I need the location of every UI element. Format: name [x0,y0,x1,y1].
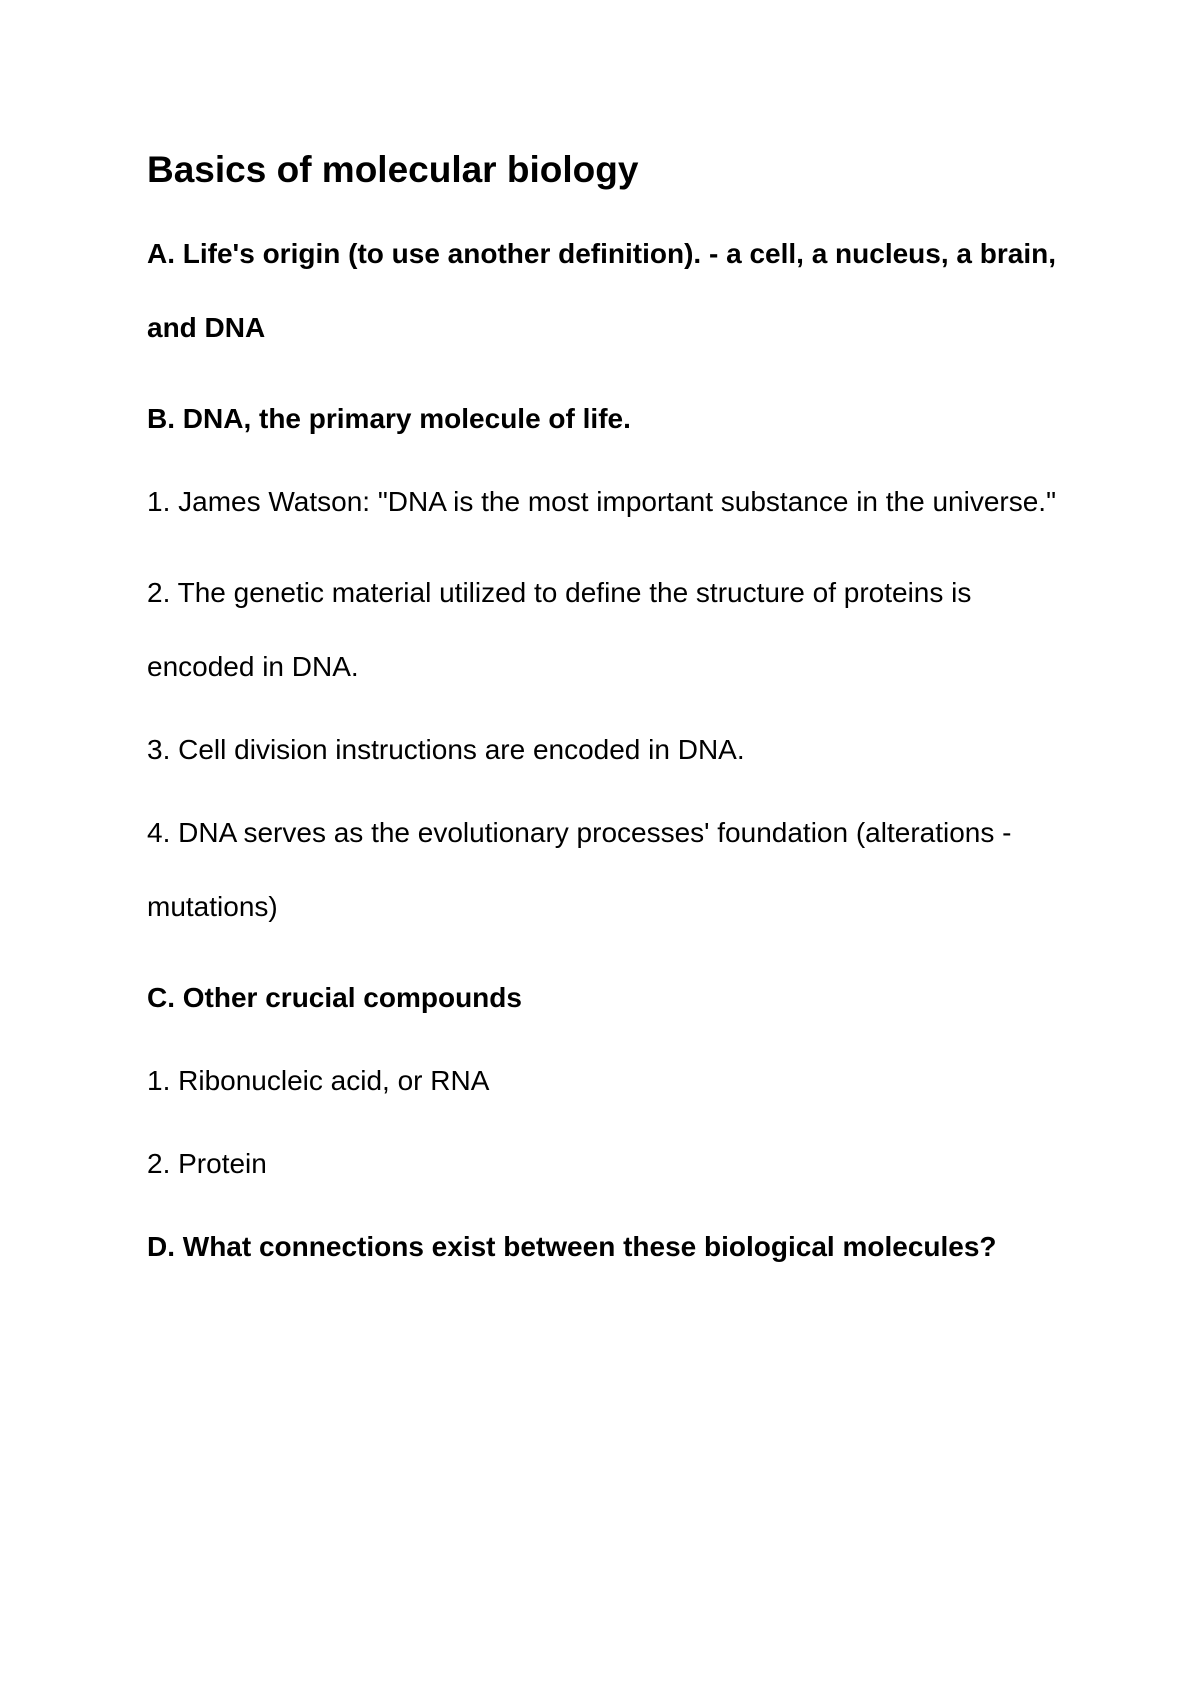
section-b-item-3: 3. Cell division instructions are encoded in DNA. [147,734,745,765]
document-body [147,148,1077,1284]
section-b-item-2: 2. The genetic material utilized to define the structure of proteins is encoded in DNA. [147,577,972,682]
section-a-heading: A. Life's origin (to use another definition). - a cell, a nucleus, a brain, and DNA [147,238,1057,343]
title-spacer [147,192,1077,217]
section-c-item-2: 2. Protein [147,1148,267,1179]
section-b-item-4: 4. DNA serves as the evolutionary processes' foundation (alterations - mutations) [147,817,1012,922]
section-b-item-1: 1. James Watson: "DNA is the most important substance in the universe." [147,486,1057,517]
section-c-heading: C. Other crucial compounds [147,982,522,1013]
section-b-heading: B. DNA, the primary molecule of life. [147,403,631,434]
document-title: Basics of molecular biology [147,149,639,190]
section-d-heading: D. What connections exist between these biological molecules? [147,1231,997,1262]
section-c-item-1: 1. Ribonucleic acid, or RNA [147,1065,490,1096]
